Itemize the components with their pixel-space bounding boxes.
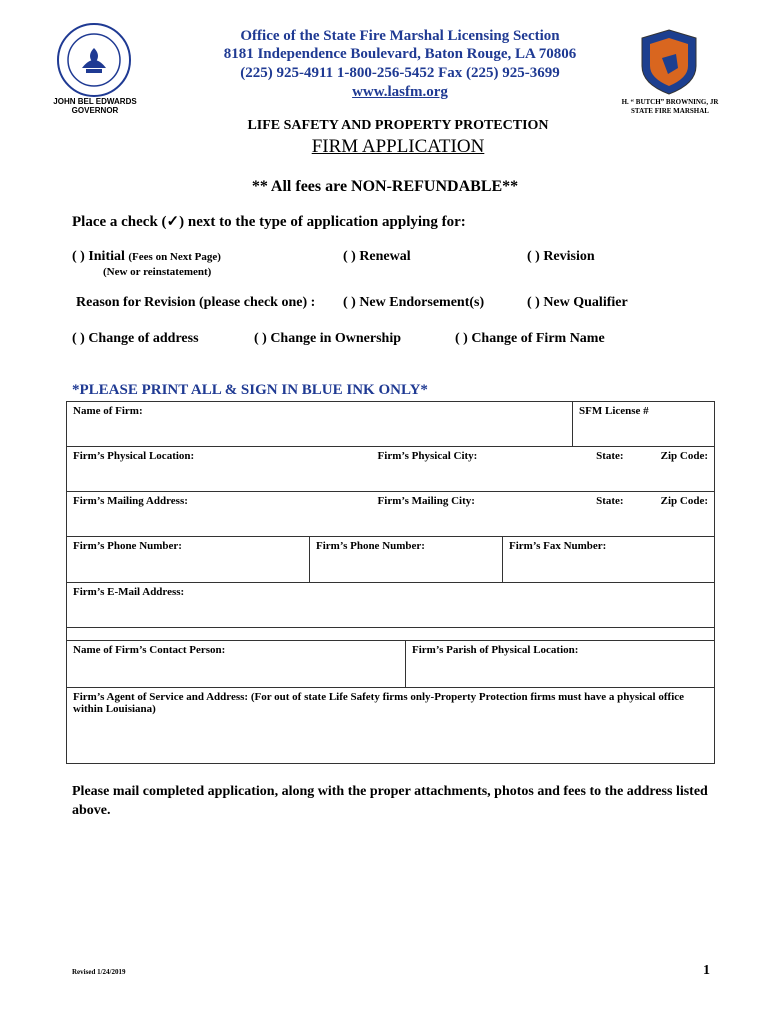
option-initial[interactable] <box>72 249 221 265</box>
name-of-firm-field[interactable] <box>67 402 573 447</box>
parish-label: Firm’s Parish of Physical Location: <box>412 644 579 656</box>
option-revision[interactable]: ( ) Revision <box>527 249 595 264</box>
header-address: 8181 Independence Boulevard, Baton Rouge, LA 70806 <box>223 46 577 62</box>
fax-label: Firm’s Fax Number: <box>509 540 607 552</box>
phone1-label: Firm’s Phone Number: <box>73 540 182 552</box>
phone1-field[interactable] <box>67 537 310 583</box>
instructions: Place a check (✓) next to the type of application applying for: <box>72 214 466 230</box>
parish-field[interactable] <box>406 641 715 688</box>
phone2-field[interactable] <box>310 537 503 583</box>
option-change-address[interactable]: ( ) Change of address <box>72 331 199 346</box>
sfm-license-label: SFM License # <box>579 405 649 417</box>
page-number: 1 <box>703 963 710 978</box>
mailing-address-row[interactable] <box>67 492 715 537</box>
email-label: Firm’s E-Mail Address: <box>73 586 185 598</box>
name-of-firm-label: Name of Firm: <box>73 405 143 417</box>
physical-location-row[interactable] <box>67 447 715 492</box>
website-link[interactable]: www.lasfm.org <box>352 84 448 100</box>
option-initial-label: ( ) Initial <box>72 249 125 264</box>
header-phones: (225) 925-4911 1-800-256-5452 Fax (225) 925-3699 <box>240 65 560 81</box>
mailing-zip-label: Zip Code: <box>660 495 709 507</box>
marshal-title: STATE FIRE MARSHAL <box>631 107 709 115</box>
email-field[interactable] <box>67 583 715 628</box>
option-renewal[interactable]: ( ) Renewal <box>343 249 411 264</box>
contact-person-field[interactable] <box>67 641 406 688</box>
mailing-address-label: Firm’s Mailing Address: <box>73 495 188 507</box>
contact-person-label: Name of Firm’s Contact Person: <box>73 644 226 656</box>
agent-of-service-label: Firm’s Agent of Service and Address: (For out of state Life Safety firms only-Property Protection firms must have a physical office within Louisiana) <box>73 691 685 715</box>
mailing-city-label: Firm’s Mailing City: <box>377 495 475 507</box>
agent-of-service-field[interactable] <box>67 688 715 764</box>
main-title: FIRM APPLICATION <box>311 136 485 157</box>
physical-location-label: Firm’s Physical Location: <box>73 450 195 462</box>
option-initial-note: (Fees on Next Page) <box>128 251 221 263</box>
physical-zip-label: Zip Code: <box>660 450 709 462</box>
phone2-label: Firm’s Phone Number: <box>316 540 425 552</box>
subtitle: LIFE SAFETY AND PROPERTY PROTECTION <box>247 118 549 133</box>
governor-name: JOHN BEL EDWARDS <box>53 97 137 106</box>
firm-info-table <box>66 401 715 764</box>
sfm-license-field[interactable] <box>573 402 715 447</box>
fax-field[interactable] <box>503 537 715 583</box>
option-new-endorsement[interactable]: ( ) New Endorsement(s) <box>343 295 485 310</box>
option-initial-sub: (New or reinstatement) <box>103 266 212 278</box>
marshal-name: H. “ BUTCH” BROWNING, JR <box>621 98 719 106</box>
option-change-ownership[interactable]: ( ) Change in Ownership <box>254 331 402 346</box>
governor-title: GOVERNOR <box>71 106 119 115</box>
state-seal <box>56 22 132 98</box>
physical-city-label: Firm’s Physical City: <box>377 450 478 462</box>
physical-state-label: State: <box>596 450 624 462</box>
spacer-row <box>67 628 715 641</box>
fees-note: ** All fees are NON-REFUNDABLE** <box>251 178 519 195</box>
option-new-qualifier[interactable]: ( ) New Qualifier <box>527 295 628 310</box>
revised-date: Revised 1/24/2019 <box>72 968 126 976</box>
mailing-state-label: State: <box>596 495 624 507</box>
header-office: Office of the State Fire Marshal Licensing Section <box>240 28 560 44</box>
mail-instructions: Please mail completed application, along with the proper attachments, photos and fees to the address listed above. <box>72 784 708 818</box>
revision-prompt: Reason for Revision (please check one) : <box>76 295 316 310</box>
state-seal-icon <box>56 22 132 98</box>
print-note: *PLEASE PRINT ALL & SIGN IN BLUE INK ONLY* <box>72 382 428 398</box>
option-change-name[interactable]: ( ) Change of Firm Name <box>455 331 605 346</box>
header-website[interactable] <box>150 84 650 101</box>
